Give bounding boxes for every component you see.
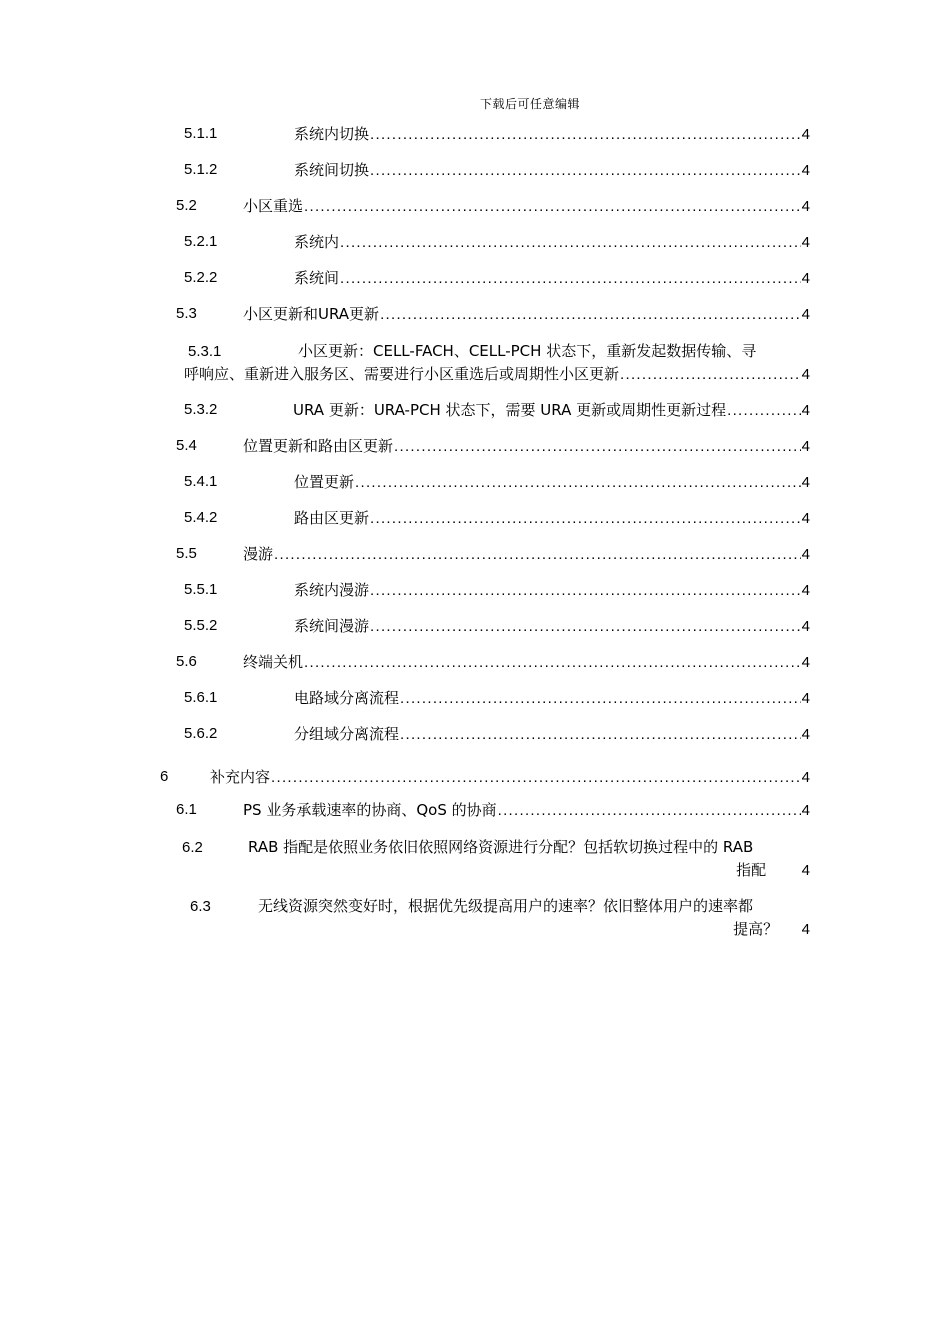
toc-number: 5.5.2 [184,617,218,634]
toc-number: 5.6.2 [184,725,218,742]
toc-number: 5.6.1 [184,689,218,706]
toc-title: PS 业务承载速率的协商、QoS 的协商 [243,801,497,819]
toc-title: 系统内漫游 [294,581,370,599]
toc-title-line-2: 指配 [736,861,767,879]
toc-title-line-2: 呼响应、重新进入服务区、需要进行小区重选后或周期性小区更新 [184,365,620,383]
toc-page-number: 4 [801,582,810,599]
toc-leader-dots [400,689,801,709]
toc-leader-dots [271,768,801,788]
toc-leader-dots [370,125,801,145]
toc-entry-6-2[interactable] [182,836,810,882]
toc-leader-dots [340,233,801,253]
toc-leader-dots [274,545,801,565]
toc-title-line-1: 无线资源突然变好时，根据优先级提高用户的速率？依旧整体用户的速率都 [258,897,754,915]
toc-title: 漫游 [243,545,274,563]
toc-title: 电路域分离流程 [294,689,400,707]
toc-leader-dots [370,509,801,529]
toc-number: 5.1.2 [184,161,218,178]
toc-page-number: 4 [801,126,810,143]
toc-page-number: 4 [801,690,810,707]
toc-title: 位置更新和路由区更新 [243,437,394,455]
toc-leader-dots [355,473,801,493]
toc-leader-dots [370,617,801,637]
toc-title: URA 更新：URA-PCH 状态下，需要 URA 更新或周期性更新过程 [293,401,727,419]
toc-leader-dots [304,197,801,217]
toc-leader-dots [400,725,801,745]
toc-leader-dots [304,653,801,673]
toc-title: 系统间 [294,269,340,287]
toc-leader-dots [370,581,801,601]
toc-number: 5.5.1 [184,581,218,598]
toc-page-number: 4 [801,198,810,215]
toc-title-line-1: 小区更新：CELL-FACH、CELL-PCH 状态下，重新发起数据传输、寻 [298,342,757,360]
toc-title: 小区更新和URA更新 [243,305,380,323]
toc-title: 系统内 [294,233,340,251]
toc-page-number: 4 [801,769,810,786]
toc-title: 终端关机 [243,653,304,671]
toc-page-number: 4 [801,802,810,819]
toc-leader-dots [394,437,801,457]
toc-number: 5.4.1 [184,473,218,490]
toc-page-number: 4 [801,921,810,938]
toc-title: 补充内容 [210,768,271,786]
toc-number: 5.5 [176,545,197,562]
toc-leader-dots [498,801,801,821]
toc-leader-dots [370,161,801,181]
toc-page-number: 4 [801,546,810,563]
toc-number: 5.2 [176,197,197,214]
toc-page-number: 4 [801,510,810,527]
toc-number: 5.1.1 [184,125,218,142]
toc-title-line-1: RAB 指配是依照业务依旧依照网络资源进行分配？包括软切换过程中的 RAB [248,838,754,856]
toc-title: 系统间切换 [294,161,370,179]
toc-page-number: 4 [801,438,810,455]
toc-page-number: 4 [801,474,810,491]
toc-page-number: 4 [801,162,810,179]
toc-title: 小区重选 [243,197,304,215]
toc-number: 6.2 [182,839,203,856]
toc-number: 5.6 [176,653,197,670]
toc-title: 位置更新 [294,473,355,491]
toc-page-number: 4 [801,654,810,671]
toc-number: 5.2.1 [184,233,218,250]
toc-entry-6-3[interactable] [190,895,810,941]
toc-page-number: 4 [801,862,810,879]
toc-page-number: 4 [801,270,810,287]
toc-leader-dots [620,363,801,386]
toc-page-number: 4 [801,618,810,635]
toc-leader-dots [340,269,801,289]
toc-title-line-2: 提高？ [733,920,779,938]
toc-number: 5.4.2 [184,509,218,526]
toc-number: 5.3.1 [188,343,222,360]
toc-number: 6.3 [190,898,211,915]
toc-title: 路由区更新 [294,509,370,527]
toc-leader-dots [727,401,801,421]
toc-page-number: 4 [801,726,810,743]
toc-page-number: 4 [801,234,810,251]
toc-title: 分组域分离流程 [294,725,400,743]
page-header: 下载后可任意编辑 [479,97,580,111]
toc-number: 6.1 [176,801,197,818]
toc-page-number: 4 [801,366,810,383]
toc-title: 系统内切换 [294,125,370,143]
toc-number: 5.4 [176,437,197,454]
toc-number: 5.2.2 [184,269,218,286]
toc-entry-5-3-1[interactable] [184,340,810,386]
toc-page-number: 4 [801,402,810,419]
toc-title: 系统间漫游 [294,617,370,635]
toc-leader-dots [380,305,801,325]
toc-number: 6 [160,768,169,785]
toc-page-number: 4 [801,306,810,323]
toc-number: 5.3 [176,305,197,322]
toc-number: 5.3.2 [184,401,218,418]
